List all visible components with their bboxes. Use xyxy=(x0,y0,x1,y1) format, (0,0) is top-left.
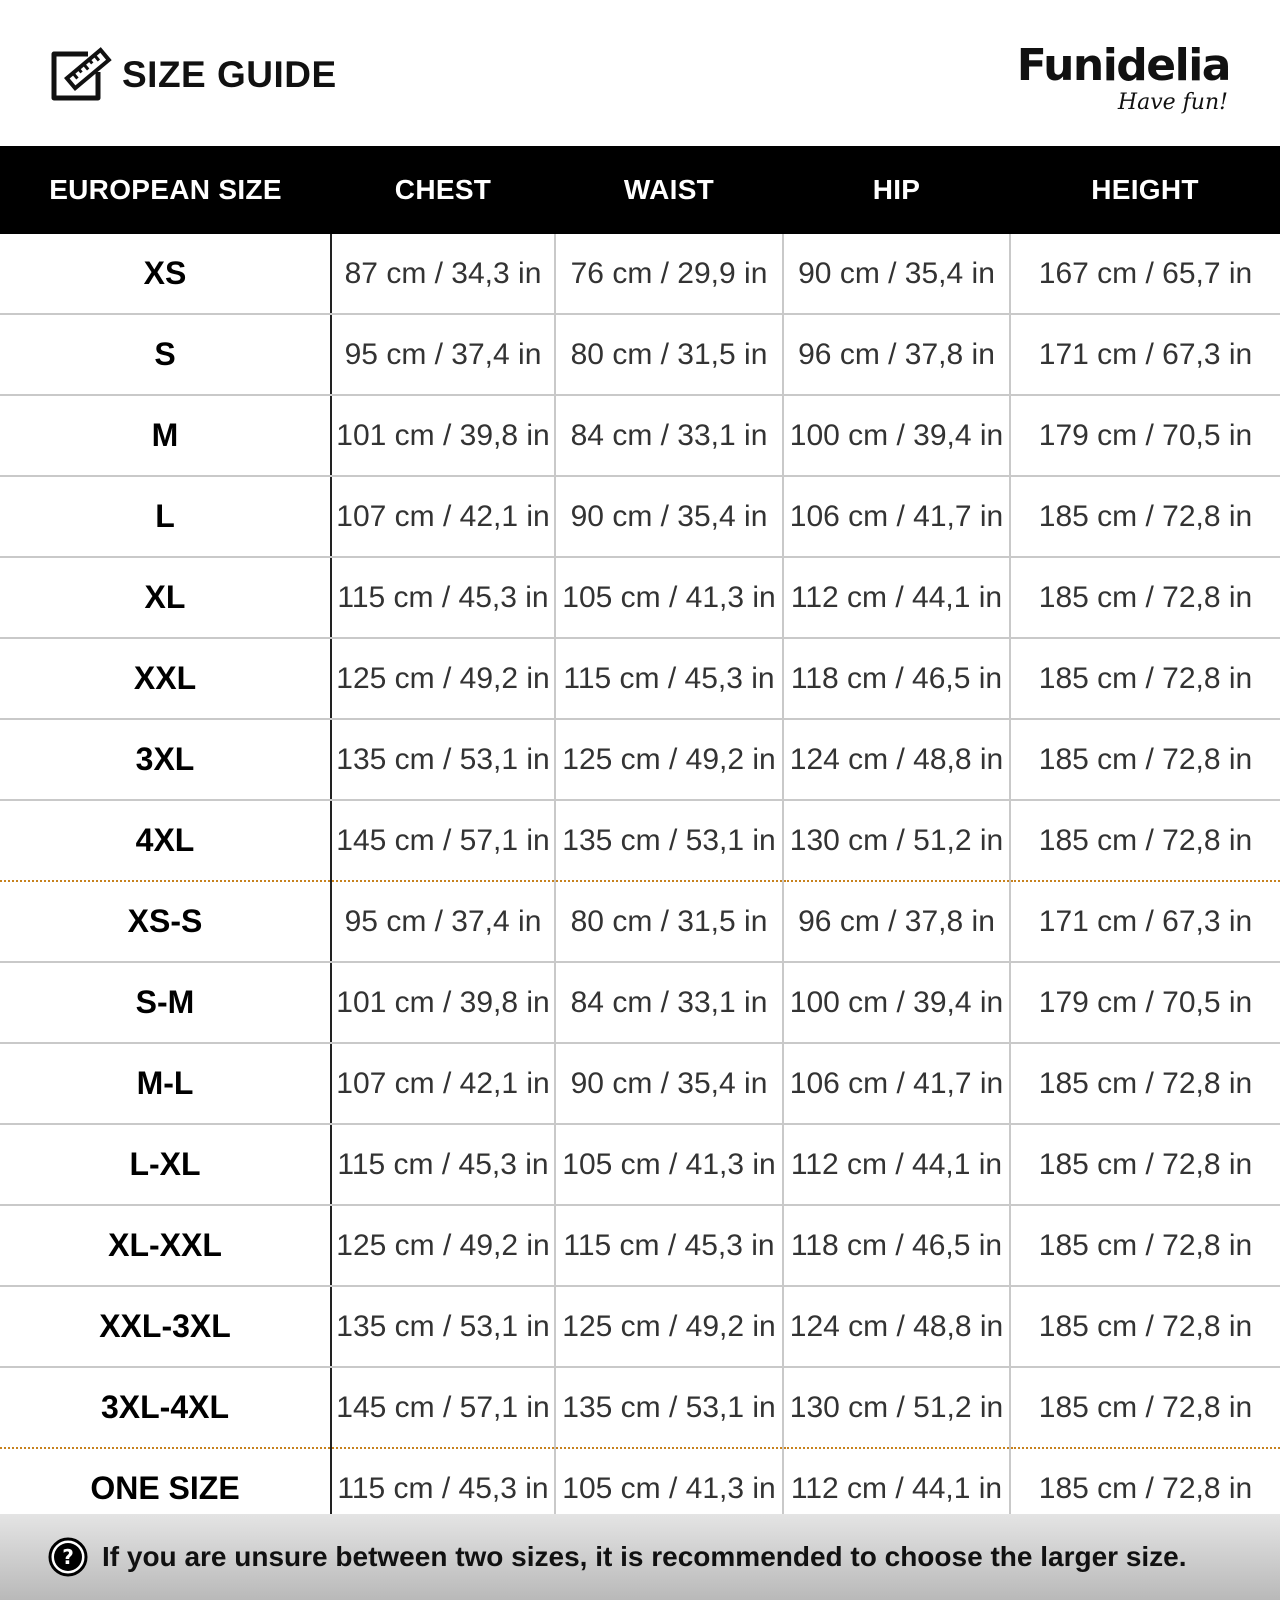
table-row xyxy=(0,1124,1280,1205)
height-cell: 171 cm / 67,3 in xyxy=(1010,881,1280,962)
chest-cell: 135 cm / 53,1 in xyxy=(331,719,555,800)
height-cell: 179 cm / 70,5 in xyxy=(1010,395,1280,476)
table-row xyxy=(0,1367,1280,1448)
waist-cell: 125 cm / 49,2 in xyxy=(555,719,783,800)
hip-cell: 96 cm / 37,8 in xyxy=(783,881,1010,962)
svg-text:?: ? xyxy=(62,1545,74,1569)
page-header xyxy=(0,0,1280,146)
height-cell: 167 cm / 65,7 in xyxy=(1010,234,1280,314)
chest-cell: 125 cm / 49,2 in xyxy=(331,1205,555,1286)
chest-cell: 101 cm / 39,8 in xyxy=(331,395,555,476)
hip-cell: 90 cm / 35,4 in xyxy=(783,234,1010,314)
size-label-cell: 3XL xyxy=(0,719,331,800)
table-row xyxy=(0,1043,1280,1124)
chest-cell: 107 cm / 42,1 in xyxy=(331,1043,555,1124)
column-header-hip: HIP xyxy=(783,146,1010,234)
size-label-cell: S xyxy=(0,314,331,395)
height-cell: 185 cm / 72,8 in xyxy=(1010,476,1280,557)
chest-cell: 145 cm / 57,1 in xyxy=(331,1367,555,1448)
hip-cell: 118 cm / 46,5 in xyxy=(783,638,1010,719)
chest-cell: 115 cm / 45,3 in xyxy=(331,557,555,638)
chest-cell: 125 cm / 49,2 in xyxy=(331,638,555,719)
height-cell: 179 cm / 70,5 in xyxy=(1010,962,1280,1043)
height-cell: 185 cm / 72,8 in xyxy=(1010,1448,1280,1530)
waist-cell: 105 cm / 41,3 in xyxy=(555,1448,783,1530)
hip-cell: 124 cm / 48,8 in xyxy=(783,1286,1010,1367)
waist-cell: 76 cm / 29,9 in xyxy=(555,234,783,314)
height-cell: 185 cm / 72,8 in xyxy=(1010,1205,1280,1286)
size-label-cell: 3XL-4XL xyxy=(0,1367,331,1448)
height-cell: 185 cm / 72,8 in xyxy=(1010,638,1280,719)
column-header-chest: CHEST xyxy=(331,146,555,234)
size-label-cell: XS xyxy=(0,234,331,314)
size-label-cell: M xyxy=(0,395,331,476)
height-cell: 185 cm / 72,8 in xyxy=(1010,1043,1280,1124)
size-label-cell: L-XL xyxy=(0,1124,331,1205)
waist-cell: 80 cm / 31,5 in xyxy=(555,314,783,395)
ruler-edit-icon xyxy=(48,40,112,104)
size-table xyxy=(0,146,1280,1531)
footer-note xyxy=(0,1514,1280,1600)
hip-cell: 100 cm / 39,4 in xyxy=(783,395,1010,476)
table-header-row xyxy=(0,146,1280,234)
table-row xyxy=(0,234,1280,314)
table-row xyxy=(0,1205,1280,1286)
height-cell: 185 cm / 72,8 in xyxy=(1010,719,1280,800)
chest-cell: 135 cm / 53,1 in xyxy=(331,1286,555,1367)
hip-cell: 96 cm / 37,8 in xyxy=(783,314,1010,395)
height-cell: 185 cm / 72,8 in xyxy=(1010,1367,1280,1448)
waist-cell: 80 cm / 31,5 in xyxy=(555,881,783,962)
size-label-cell: M-L xyxy=(0,1043,331,1124)
table-row xyxy=(0,881,1280,962)
chest-cell: 115 cm / 45,3 in xyxy=(331,1124,555,1205)
title-group xyxy=(48,40,337,104)
table-row xyxy=(0,962,1280,1043)
size-label-cell: 4XL xyxy=(0,800,331,881)
chest-cell: 87 cm / 34,3 in xyxy=(331,234,555,314)
height-cell: 185 cm / 72,8 in xyxy=(1010,557,1280,638)
size-label-cell: ONE SIZE xyxy=(0,1448,331,1530)
waist-cell: 105 cm / 41,3 in xyxy=(555,1124,783,1205)
logo-name: Funidelia xyxy=(1016,40,1230,91)
page-title: SIZE GUIDE xyxy=(122,54,337,95)
hip-cell: 112 cm / 44,1 in xyxy=(783,1448,1010,1530)
column-header-height: HEIGHT xyxy=(1010,146,1280,234)
hip-cell: 100 cm / 39,4 in xyxy=(783,962,1010,1043)
table-row xyxy=(0,314,1280,395)
chest-cell: 115 cm / 45,3 in xyxy=(331,1448,555,1530)
hip-cell: 130 cm / 51,2 in xyxy=(783,800,1010,881)
waist-cell: 115 cm / 45,3 in xyxy=(555,1205,783,1286)
table-row xyxy=(0,1286,1280,1367)
chest-cell: 101 cm / 39,8 in xyxy=(331,962,555,1043)
height-cell: 171 cm / 67,3 in xyxy=(1010,314,1280,395)
size-label-cell: S-M xyxy=(0,962,331,1043)
waist-cell: 115 cm / 45,3 in xyxy=(555,638,783,719)
waist-cell: 105 cm / 41,3 in xyxy=(555,557,783,638)
height-cell: 185 cm / 72,8 in xyxy=(1010,1124,1280,1205)
waist-cell: 90 cm / 35,4 in xyxy=(555,476,783,557)
waist-cell: 84 cm / 33,1 in xyxy=(555,395,783,476)
table-body xyxy=(0,234,1280,1530)
footer-text: If you are unsure between two sizes, it is recommended to choose the larger size. xyxy=(102,1541,1187,1572)
column-header-waist: WAIST xyxy=(555,146,783,234)
height-cell: 185 cm / 72,8 in xyxy=(1010,800,1280,881)
table-row xyxy=(0,395,1280,476)
waist-cell: 135 cm / 53,1 in xyxy=(555,1367,783,1448)
hip-cell: 124 cm / 48,8 in xyxy=(783,719,1010,800)
question-circle-icon xyxy=(48,1537,88,1577)
size-label-cell: L xyxy=(0,476,331,557)
waist-cell: 135 cm / 53,1 in xyxy=(555,800,783,881)
table-row xyxy=(0,719,1280,800)
chest-cell: 145 cm / 57,1 in xyxy=(331,800,555,881)
hip-cell: 106 cm / 41,7 in xyxy=(783,1043,1010,1124)
chest-cell: 95 cm / 37,4 in xyxy=(331,314,555,395)
size-label-cell: XXL-3XL xyxy=(0,1286,331,1367)
logo-tagline: Have fun! xyxy=(1117,90,1228,115)
waist-cell: 90 cm / 35,4 in xyxy=(555,1043,783,1124)
waist-cell: 125 cm / 49,2 in xyxy=(555,1286,783,1367)
hip-cell: 106 cm / 41,7 in xyxy=(783,476,1010,557)
hip-cell: 118 cm / 46,5 in xyxy=(783,1205,1010,1286)
brand-logo xyxy=(1016,40,1230,115)
hip-cell: 112 cm / 44,1 in xyxy=(783,1124,1010,1205)
column-header-size: EUROPEAN SIZE xyxy=(0,146,331,234)
table-row xyxy=(0,557,1280,638)
table-row xyxy=(0,800,1280,881)
size-label-cell: XL xyxy=(0,557,331,638)
hip-cell: 112 cm / 44,1 in xyxy=(783,557,1010,638)
chest-cell: 107 cm / 42,1 in xyxy=(331,476,555,557)
waist-cell: 84 cm / 33,1 in xyxy=(555,962,783,1043)
height-cell: 185 cm / 72,8 in xyxy=(1010,1286,1280,1367)
size-label-cell: XS-S xyxy=(0,881,331,962)
hip-cell: 130 cm / 51,2 in xyxy=(783,1367,1010,1448)
table-row xyxy=(0,476,1280,557)
size-label-cell: XXL xyxy=(0,638,331,719)
table-row xyxy=(0,638,1280,719)
chest-cell: 95 cm / 37,4 in xyxy=(331,881,555,962)
size-label-cell: XL-XXL xyxy=(0,1205,331,1286)
